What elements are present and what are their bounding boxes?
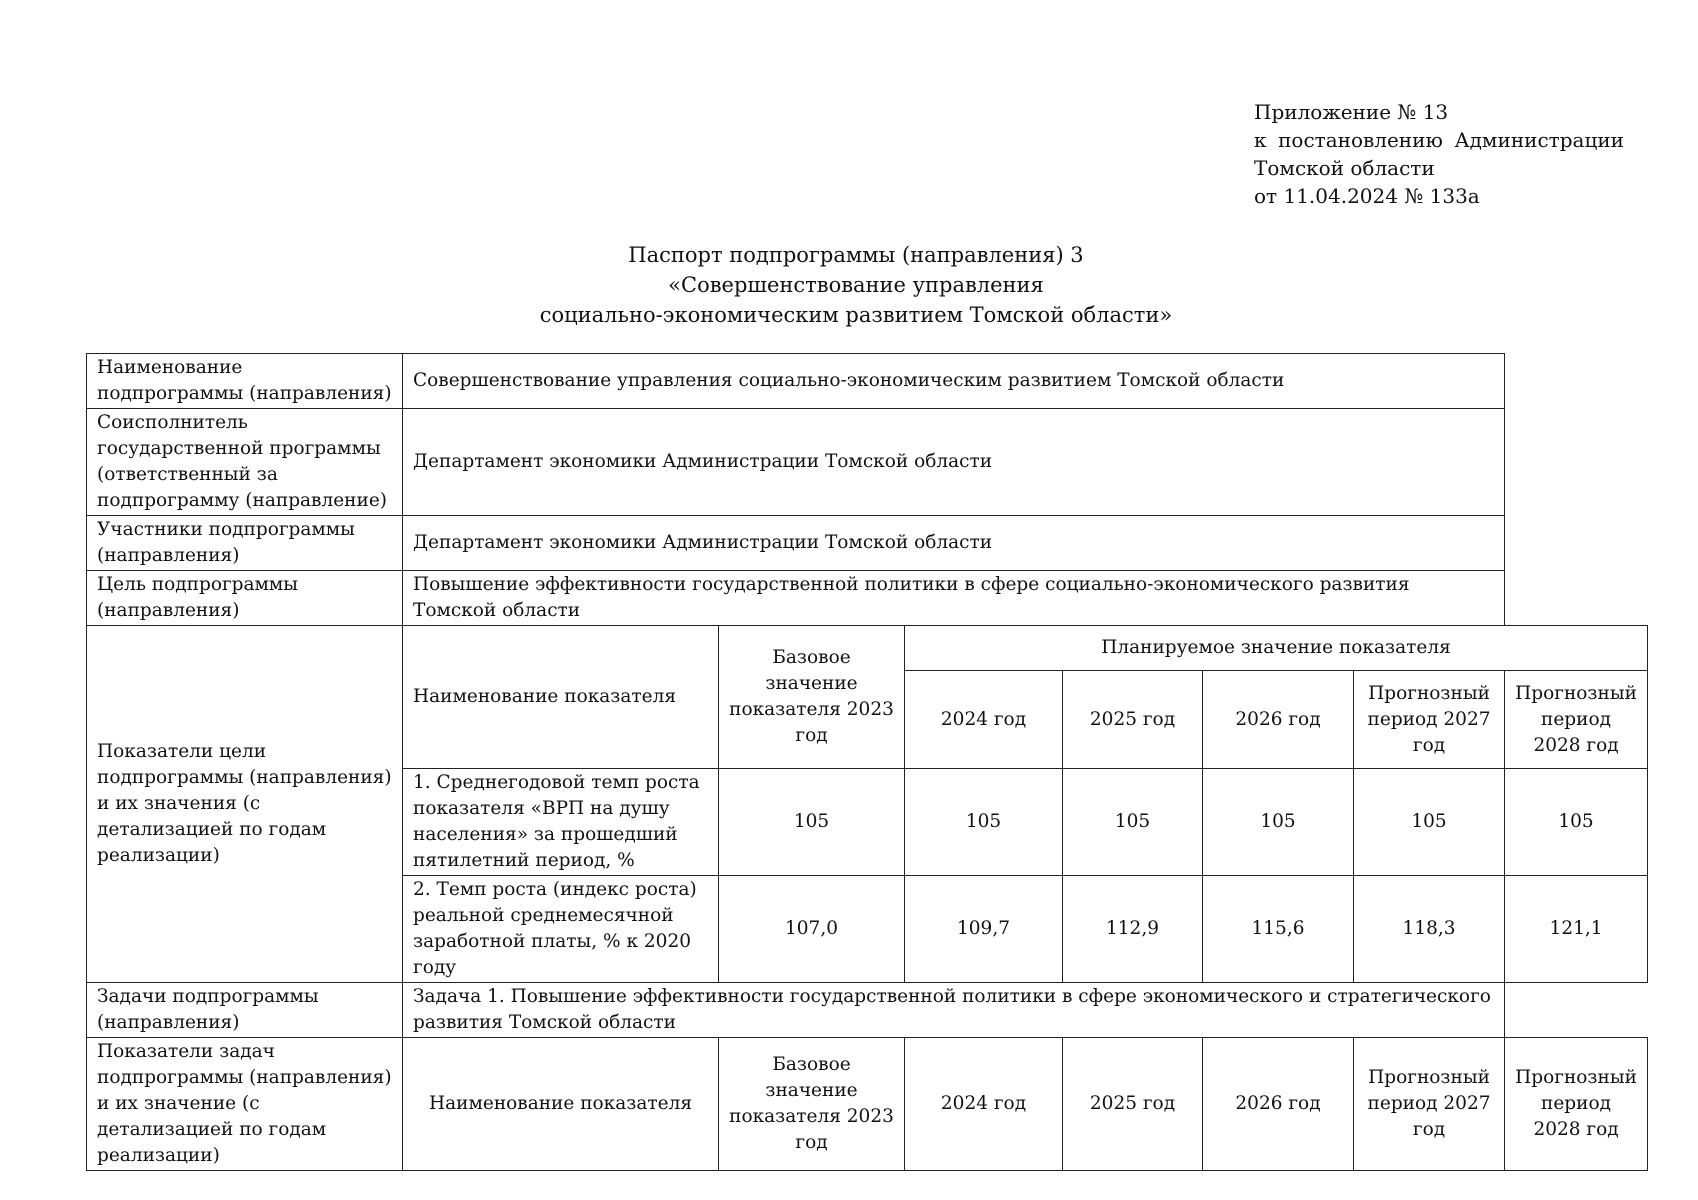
goal-label-cell: Цель подпрограммы (направления) xyxy=(87,571,403,626)
indicator-1-value-2026: 105 xyxy=(1203,769,1354,876)
task-indicator-name-header: Наименование показателя xyxy=(403,1038,719,1171)
indicator-name-header: Наименование показателя xyxy=(403,626,719,769)
appendix-decree-line xyxy=(1254,126,1624,154)
table-row xyxy=(87,1038,1648,1171)
indicator-2-base: 107,0 xyxy=(719,876,905,983)
year-header-2027: Прогнозный период 2027 год xyxy=(1354,671,1505,769)
document-title xyxy=(0,240,1698,330)
participants-label-cell: Участники подпрограммы (направления) xyxy=(87,516,403,571)
table-row xyxy=(87,354,1648,409)
planned-value-header: Планируемое значение показателя xyxy=(905,626,1648,671)
indicator-2-value-2027: 118,3 xyxy=(1354,876,1505,983)
year-header-2024: 2024 год xyxy=(905,671,1063,769)
task-year-header-2025: 2025 год xyxy=(1063,1038,1203,1171)
task-indicators-label-cell: Показатели задач подпрограммы (направления) и их значение (с детализацией по годам реализации) xyxy=(87,1038,403,1171)
name-value-cell: Совершенствование управления социально-экономическим развитием Томской области xyxy=(403,354,1505,409)
indicator-2-value-2025: 112,9 xyxy=(1063,876,1203,983)
year-header-2028: Прогнозный период 2028 год xyxy=(1505,671,1648,769)
indicator-2-value-2028: 121,1 xyxy=(1505,876,1648,983)
title-line-3: социально-экономическим развитием Томской области» xyxy=(539,303,1173,327)
year-header-2026: 2026 год xyxy=(1203,671,1354,769)
title-line-2: «Совершенствование управления xyxy=(668,273,1044,297)
base-value-header: Базовое значение показателя 2023 год xyxy=(719,626,905,769)
goal-value-cell: Повышение эффективности государственной политики в сфере социально-экономического развития Томской области xyxy=(403,571,1505,626)
participants-value-cell: Департамент экономики Администрации Томской области xyxy=(403,516,1505,571)
task-year-header-2026: 2026 год xyxy=(1203,1038,1354,1171)
indicator-1-value-2025: 105 xyxy=(1063,769,1203,876)
table-row xyxy=(87,626,1648,671)
appendix-date: от 11.04.2024 № 133а xyxy=(1254,184,1480,208)
indicator-1-value-2028: 105 xyxy=(1505,769,1648,876)
indicator-1-name: 1. Среднегодовой темп роста показателя «ВРП на душу населения» за прошедший пятилетний период, % xyxy=(403,769,719,876)
appendix-word-decree: постановлению xyxy=(1278,128,1443,152)
indicator-1-value-2024: 105 xyxy=(905,769,1063,876)
indicator-1-value-2027: 105 xyxy=(1354,769,1505,876)
table-row xyxy=(87,983,1648,1038)
name-label-cell: Наименование подпрограммы (направления) xyxy=(87,354,403,409)
table-row xyxy=(87,516,1648,571)
table-row xyxy=(87,409,1648,516)
coexecutor-label-cell: Соисполнитель государственной программы (ответственный за подпрограмму (направление) xyxy=(87,409,403,516)
appendix-number: Приложение № 13 xyxy=(1254,100,1449,124)
indicator-2-value-2024: 109,7 xyxy=(905,876,1063,983)
tasks-value-cell: Задача 1. Повышение эффективности государственной политики в сфере экономического и стратегического развития Томской области xyxy=(403,983,1505,1038)
task-year-header-2027: Прогнозный период 2027 год xyxy=(1354,1038,1505,1171)
table-row xyxy=(87,571,1648,626)
task-year-header-2024: 2024 год xyxy=(905,1038,1063,1171)
appendix-header xyxy=(1254,98,1624,210)
task-base-value-header: Базовое значение показателя 2023 год xyxy=(719,1038,905,1171)
title-line-1: Паспорт подпрограммы (направления) 3 xyxy=(628,243,1084,267)
coexecutor-value-cell: Департамент экономики Администрации Томской области xyxy=(403,409,1505,516)
appendix-word-k: к xyxy=(1254,128,1267,152)
appendix-word-administration: Администрации xyxy=(1454,128,1624,152)
indicator-1-base: 105 xyxy=(719,769,905,876)
appendix-region: Томской области xyxy=(1254,156,1435,180)
indicator-2-value-2026: 115,6 xyxy=(1203,876,1354,983)
passport-table xyxy=(86,353,1648,1171)
indicator-2-name: 2. Темп роста (индекс роста) реальной среднемесячной заработной платы, % к 2020 году xyxy=(403,876,719,983)
tasks-label-cell: Задачи подпрограммы (направления) xyxy=(87,983,403,1038)
task-year-header-2028: Прогнозный период 2028 год xyxy=(1505,1038,1648,1171)
goal-indicators-label-cell: Показатели цели подпрограммы (направления) и их значения (с детализацией по годам реализации) xyxy=(87,626,403,983)
year-header-2025: 2025 год xyxy=(1063,671,1203,769)
